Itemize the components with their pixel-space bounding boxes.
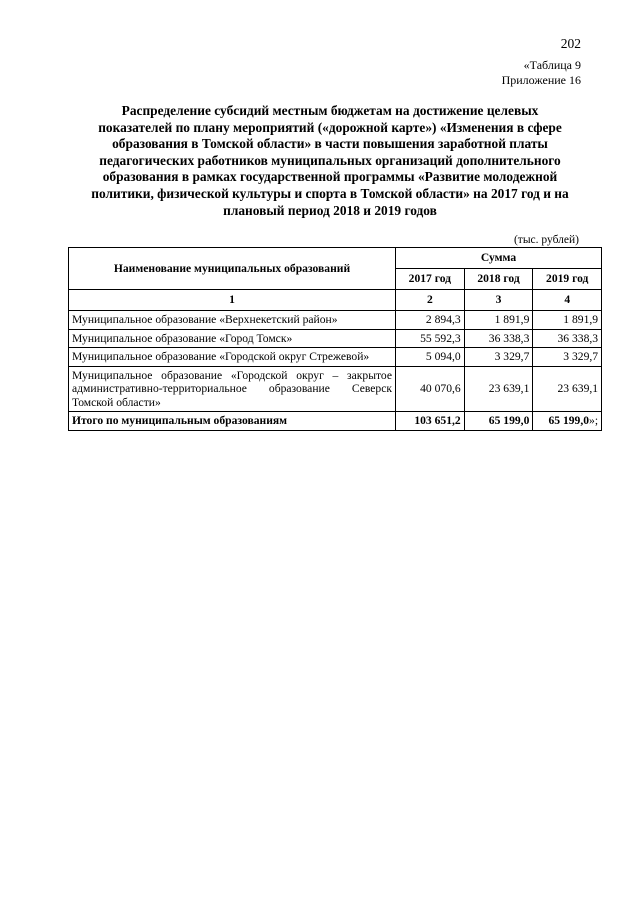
title-line: образования в рамках государственной программы «Развитие молодежной [102,169,558,185]
total-row [69,412,602,431]
column-number: 3 [464,290,533,311]
total-2017: 103 651,2 [396,412,465,431]
header-sum: Сумма [396,248,602,269]
column-number: 2 [396,290,465,311]
value-2019: 1 891,9 [533,311,602,330]
municipality-name: Муниципальное образование «Верхнекетский район» [69,311,396,330]
municipality-name: Муниципальное образование «Городской округ – закрытое административно-территориальное образование Северск Томской области» [69,366,396,412]
header-year-2019: 2019 год [533,269,602,290]
title-line: показателей по плану мероприятий («дорожной карте») «Изменения в сфере [98,119,562,135]
table-row [69,366,602,412]
value-2018: 23 639,1 [464,366,533,412]
table-row [69,348,602,367]
total-2018: 65 199,0 [464,412,533,431]
closing-quote: »; [589,414,599,427]
total-label: Итого по муниципальным образованиям [69,412,396,431]
table-label: «Таблица 9 [523,58,581,72]
value-2019: 23 639,1 [533,366,602,412]
units-label: (тыс. рублей) [513,234,579,246]
table-reference [502,58,581,88]
table-header-row [69,248,602,269]
column-number: 1 [69,290,396,311]
title-line: Распределение субсидий местным бюджетам на достижение целевых [121,103,539,118]
value-2017: 5 094,0 [396,348,465,367]
subsidies-table [68,247,602,431]
value-2018: 3 329,7 [464,348,533,367]
title-line: плановый период 2018 и 2019 годов [223,202,437,218]
municipality-name: Муниципальное образование «Город Томск» [69,329,396,348]
appendix-label: Приложение 16 [501,73,581,87]
column-number: 4 [533,290,602,311]
header-year-2017: 2017 год [396,269,465,290]
page-number: 202 [560,36,581,51]
value-2017: 55 592,3 [396,329,465,348]
value-2019: 36 338,3 [533,329,602,348]
municipality-name: Муниципальное образование «Городской округ Стрежевой» [69,348,396,367]
value-2019: 3 329,7 [533,348,602,367]
title-line: политики, физической культуры и спорта в Томской области» на 2017 год и на [91,185,569,201]
value-2017: 2 894,3 [396,311,465,330]
table-row [69,311,602,330]
value-2018: 1 891,9 [464,311,533,330]
document-title [70,103,590,219]
column-numbers-row [69,290,602,311]
header-name-column: Наименование муниципальных образований [69,248,396,290]
header-year-2018: 2018 год [464,269,533,290]
title-line: образования в Томской области» в части повышения заработной платы [112,136,548,152]
value-2018: 36 338,3 [464,329,533,348]
title-line: педагогических работников муниципальных организаций дополнительного [99,152,561,168]
table-row [69,329,602,348]
total-2019-cell [533,412,602,431]
value-2017: 40 070,6 [396,366,465,412]
total-2019: 65 199,0 [548,414,590,427]
